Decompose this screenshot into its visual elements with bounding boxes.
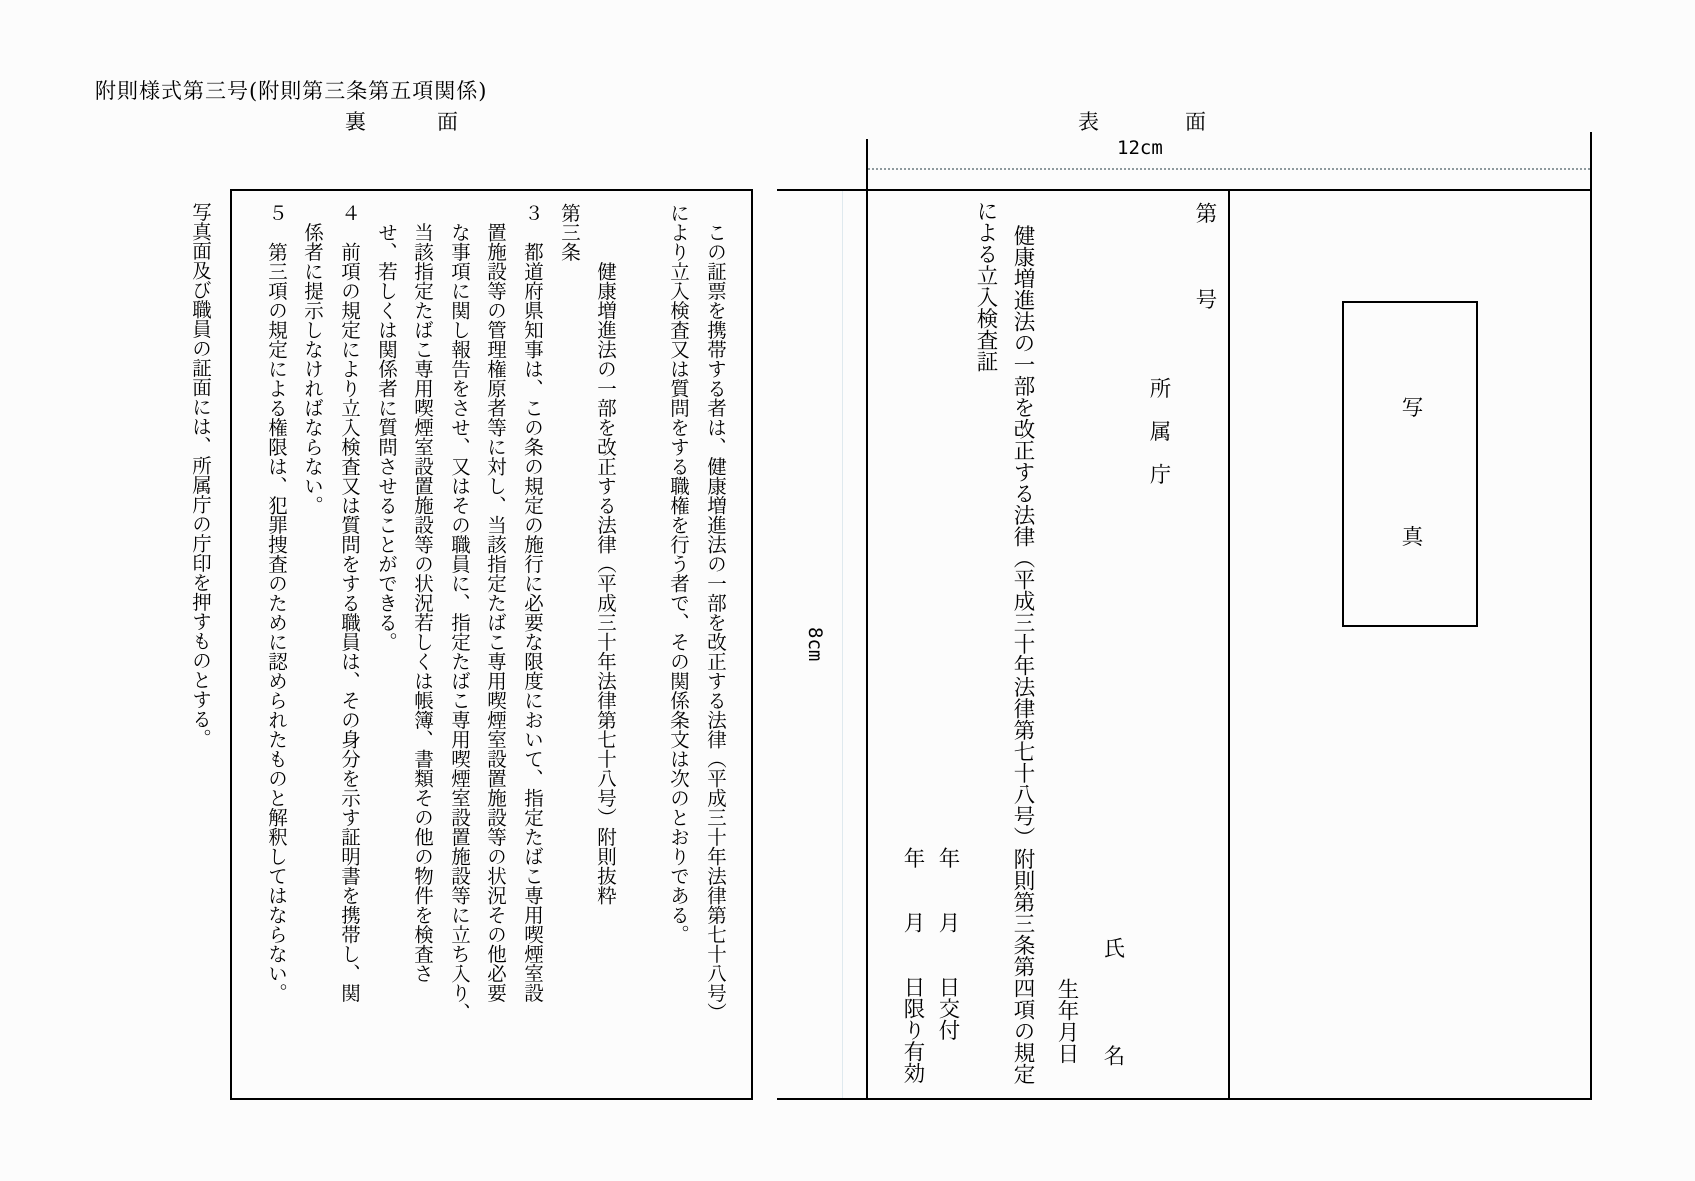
valid-until-label: 年 月 日限り有効 xyxy=(900,847,925,1084)
height-dimension-top-tick xyxy=(777,189,866,191)
front-card-divider xyxy=(1228,189,1230,1100)
front-side-label-char2: 面 xyxy=(1185,110,1206,134)
height-dimension-bottom-tick xyxy=(777,1098,866,1100)
back-text-column: ５ 第三項の規定による権限は、犯罪捜査のために認められたものと解釈してはならない。 xyxy=(265,203,288,1003)
front-side-label-char1: 表 xyxy=(1078,110,1099,134)
law-title-line2: による立入検査証 xyxy=(973,200,998,372)
photo-label: 写 真 xyxy=(1398,396,1423,547)
back-text-column: 係者に提示しなければならない。 xyxy=(301,203,324,515)
width-dimension-label: 12cm xyxy=(1117,137,1163,159)
width-dimension-line xyxy=(868,168,1590,170)
back-text-column: ４ 前項の規定により立入検査又は質問をする職員は、その身分を示す証明書を携帯し、関 xyxy=(338,203,361,1003)
name-label: 氏 名 xyxy=(1100,937,1125,1066)
back-side-label-char2: 面 xyxy=(437,110,458,134)
back-side-label-char1: 裏 xyxy=(345,110,366,134)
back-text-column: 当該指定たばこ専用喫煙室設置施設等の状況若しくは帳簿、書類その他の物件を検査さ xyxy=(411,203,434,983)
back-text-column: 健康増進法の一部を改正する法律（平成三十年法律第七十八号）附則抜粋 xyxy=(594,203,617,905)
back-text-column: せ、若しくは関係者に質問させることができる。 xyxy=(375,203,398,652)
back-text-column: により立入検査又は質問をする職権を行う者で、その関係条文は次のとおりである。 xyxy=(667,203,690,944)
height-dimension-label: 8cm xyxy=(804,627,826,662)
back-text-column: 第三条 xyxy=(558,203,581,262)
law-title-line1: 健康増進法の一部を改正する法律（平成三十年法律第七十八号）附則第三条第四項の規定 xyxy=(1010,203,1035,1085)
agency-label: 所 属 庁 xyxy=(1146,377,1171,485)
back-text-column: な事項に関し報告をさせ、又はその職員に、指定たばこ専用喫煙室設置施設等に立ち入り、 xyxy=(448,203,471,1022)
back-text-column: ３ 都道府県知事は、この条の規定の施行に必要な限度において、指定たばこ専用喫煙室設 xyxy=(521,203,544,1003)
cert-number-label: 第 号 xyxy=(1192,202,1217,310)
back-side-label xyxy=(345,106,458,136)
back-text-column: この証票を携帯する者は、健康増進法の一部を改正する法律（平成三十年法律第七十八号） xyxy=(704,203,727,1022)
issue-date-label: 年 月 日交付 xyxy=(935,847,960,1041)
width-dimension-right-tick xyxy=(1590,132,1592,189)
dob-label: 生年月日 xyxy=(1054,978,1079,1064)
front-side-label xyxy=(1078,106,1206,136)
form-label: 附則様式第三号(附則第三条第五項関係) xyxy=(95,79,488,103)
width-dimension-left-tick xyxy=(866,139,868,189)
back-text-column: 置施設等の管理権原者等に対し、当該指定たばこ専用喫煙室設置施設等の状況その他必要 xyxy=(484,203,507,1003)
back-outside-note: 写真面及び職員の証面には、所属庁の庁印を押すものとする。 xyxy=(189,202,212,748)
height-dimension-guide xyxy=(842,191,843,1098)
